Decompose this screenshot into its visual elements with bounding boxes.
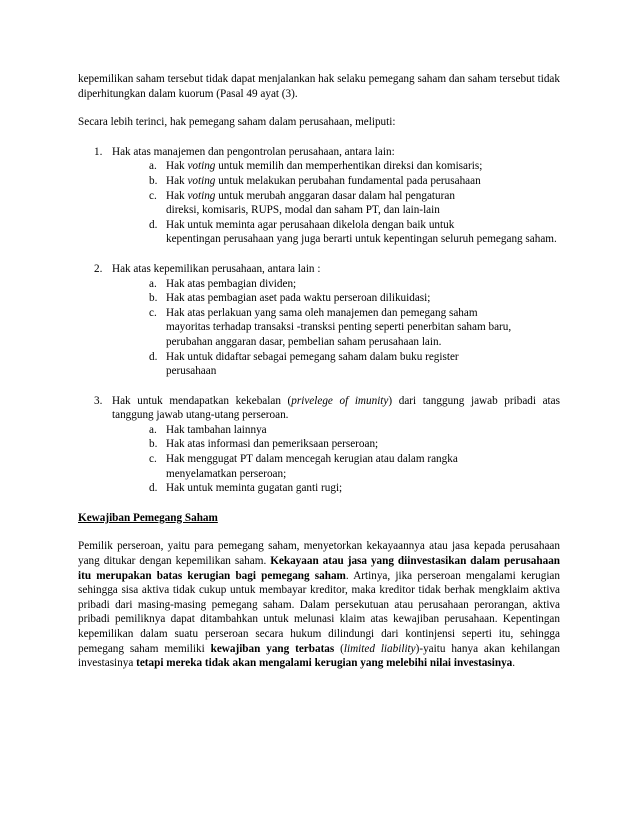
item-text: Hak menggugat PT dalam mencegah kerugian atau dalam rangka [166,453,458,466]
section-heading: Kewajiban Pemegang Saham [78,511,218,524]
item-text: Hak untuk meminta agar perusahaan dikelola dengan baik untuk [166,218,455,231]
item-continuation: mayoritas terhadap transaksi -transksi penting seperti penerbitan saham baru, perubahan anggaran dasar, pembelian saham perusahaan lain. [166,321,512,348]
item-letter: b. [149,438,158,451]
list-item [149,189,560,218]
list-item [149,481,560,496]
section-number: 1. [94,145,103,158]
item-letter: d. [149,218,158,231]
item-letter: c. [149,189,157,202]
paragraph-text: . [512,657,516,670]
item-text: Hak tambahan lainnya [166,423,267,436]
lede-paragraph: Secara lebih terinci, hak pemegang saham dalam perusahaan, meliputi: [78,116,396,129]
item-letter: c. [149,453,157,466]
title-emphasis: privelege of imunity [291,394,389,407]
item-letter: d. [149,350,158,363]
section-3 [78,394,560,496]
bold-text: tetapi mereka tidak akan mengalami kerugian yang melebihi nilai investasinya [136,657,513,670]
bold-text: kewajiban yang terbatas [210,642,335,655]
item-text: Hak [166,160,188,173]
list-item [149,452,560,481]
item-text: Hak atas pembagian dividen; [166,277,297,290]
list-item [149,174,560,189]
paragraph-text: ( [334,642,344,655]
list-item [149,291,560,306]
item-letter: a. [149,160,157,173]
document-page [78,72,560,671]
section-title: Hak atas manajemen dan pengontrolan perusahaan, antara lain: [112,145,395,158]
list-item [149,218,560,247]
item-letter: a. [149,423,157,436]
item-text: Hak untuk meminta gugatan ganti rugi; [166,482,343,495]
section-title: Hak atas kepemilikan perusahaan, antara lain : [112,262,321,275]
intro-text: kepemilikan saham tersebut tidak dapat menjalankan hak selaku pemegang saham dan saham tersebut tidak diperhitungkan dalam kuorum (Pasal 49 ayat (3). [78,73,560,100]
section-title [112,394,560,423]
paragraph-text: )-yaitu hanya akan kehilangan investasinya [78,642,561,670]
closing-paragraph [78,539,560,670]
italic-text: limited liability [343,642,416,655]
section-2 [78,262,560,379]
item-letter: d. [149,482,158,495]
item-text: Hak untuk didaftar sebagai pemegang saham dalam buku register [166,350,459,363]
item-continuation: direksi, komisaris, RUPS, modal dan saham PT, dan lain-lain [166,204,440,217]
item-emphasis: voting [187,189,216,202]
item-text: untuk melakukan perubahan fundamental pada perusahaan [215,174,481,187]
item-text: Hak [166,189,188,202]
item-emphasis: voting [187,160,216,173]
section-number: 3. [94,394,103,407]
list-item [149,159,560,174]
section-number: 2. [94,262,103,275]
item-text: untuk memilih dan memperhentikan direksi dan komisaris; [215,160,483,173]
item-text: Hak atas pembagian aset pada waktu perseroan dilikuidasi; [166,292,431,305]
bold-text: Kekayaan atau jasa yang diinvestasikan dalam perusahaan itu merupakan batas kerugian bagi pemegang saham [78,555,561,582]
paragraph-text: Pemilik perseroan, yaitu para pemegang saham, menyetorkan kekayaannya atau jasa kepada perusahaan yang ditukar dengan kepemilikan saham. [78,540,560,568]
item-text: Hak atas informasi dan pemeriksaan perseroan; [166,438,379,451]
item-text: Hak [166,174,188,187]
item-continuation: menyelamatkan perseroan; [166,467,287,480]
item-text: untuk merubah anggaran dasar dalam hal pengaturan [215,189,455,202]
list-item [149,437,560,452]
item-letter: b. [149,292,158,305]
list-item [149,350,560,379]
item-continuation: perusahaan [166,365,217,378]
item-letter: a. [149,277,157,290]
list-item [149,306,560,350]
list-item [149,423,560,438]
item-text: Hak atas perlakuan yang sama oleh manajemen dan pemegang saham [166,306,478,319]
title-text: Hak untuk mendapatkan kekebalan ( [112,394,292,407]
section-1 [78,145,560,247]
title-text: ) dari tanggung jawab pribadi atas tanggung jawab utang-utang perseroan. [112,394,560,422]
item-emphasis: voting [187,174,216,187]
list-item [149,277,560,292]
item-continuation: kepentingan perusahaan yang juga berarti untuk kepentingan seluruh pemegang saham. [166,233,557,246]
item-letter: c. [149,306,157,319]
paragraph-text: . Artinya, jika perseroan mengalami kerugian sehingga sisa aktiva tidak cukup untuk membayar kreditor, maka kreditor tidak berhak mengklaim aktiva pribadi dari masing-masing pemegang saham. Dalam persekutuan atau perusahaan perorangan, aktiva pribadi pemiliknya dapat ditambahkan untuk melunasi klaim atas kewajiban perusahaan. Kepentingan kepemilikan dalam suatu perseroan secara hukum dilindungi dari kontinjensi seperti itu, sehingga pemegang saham memiliki [78,569,560,655]
item-letter: b. [149,174,158,187]
intro-paragraph [78,72,560,101]
